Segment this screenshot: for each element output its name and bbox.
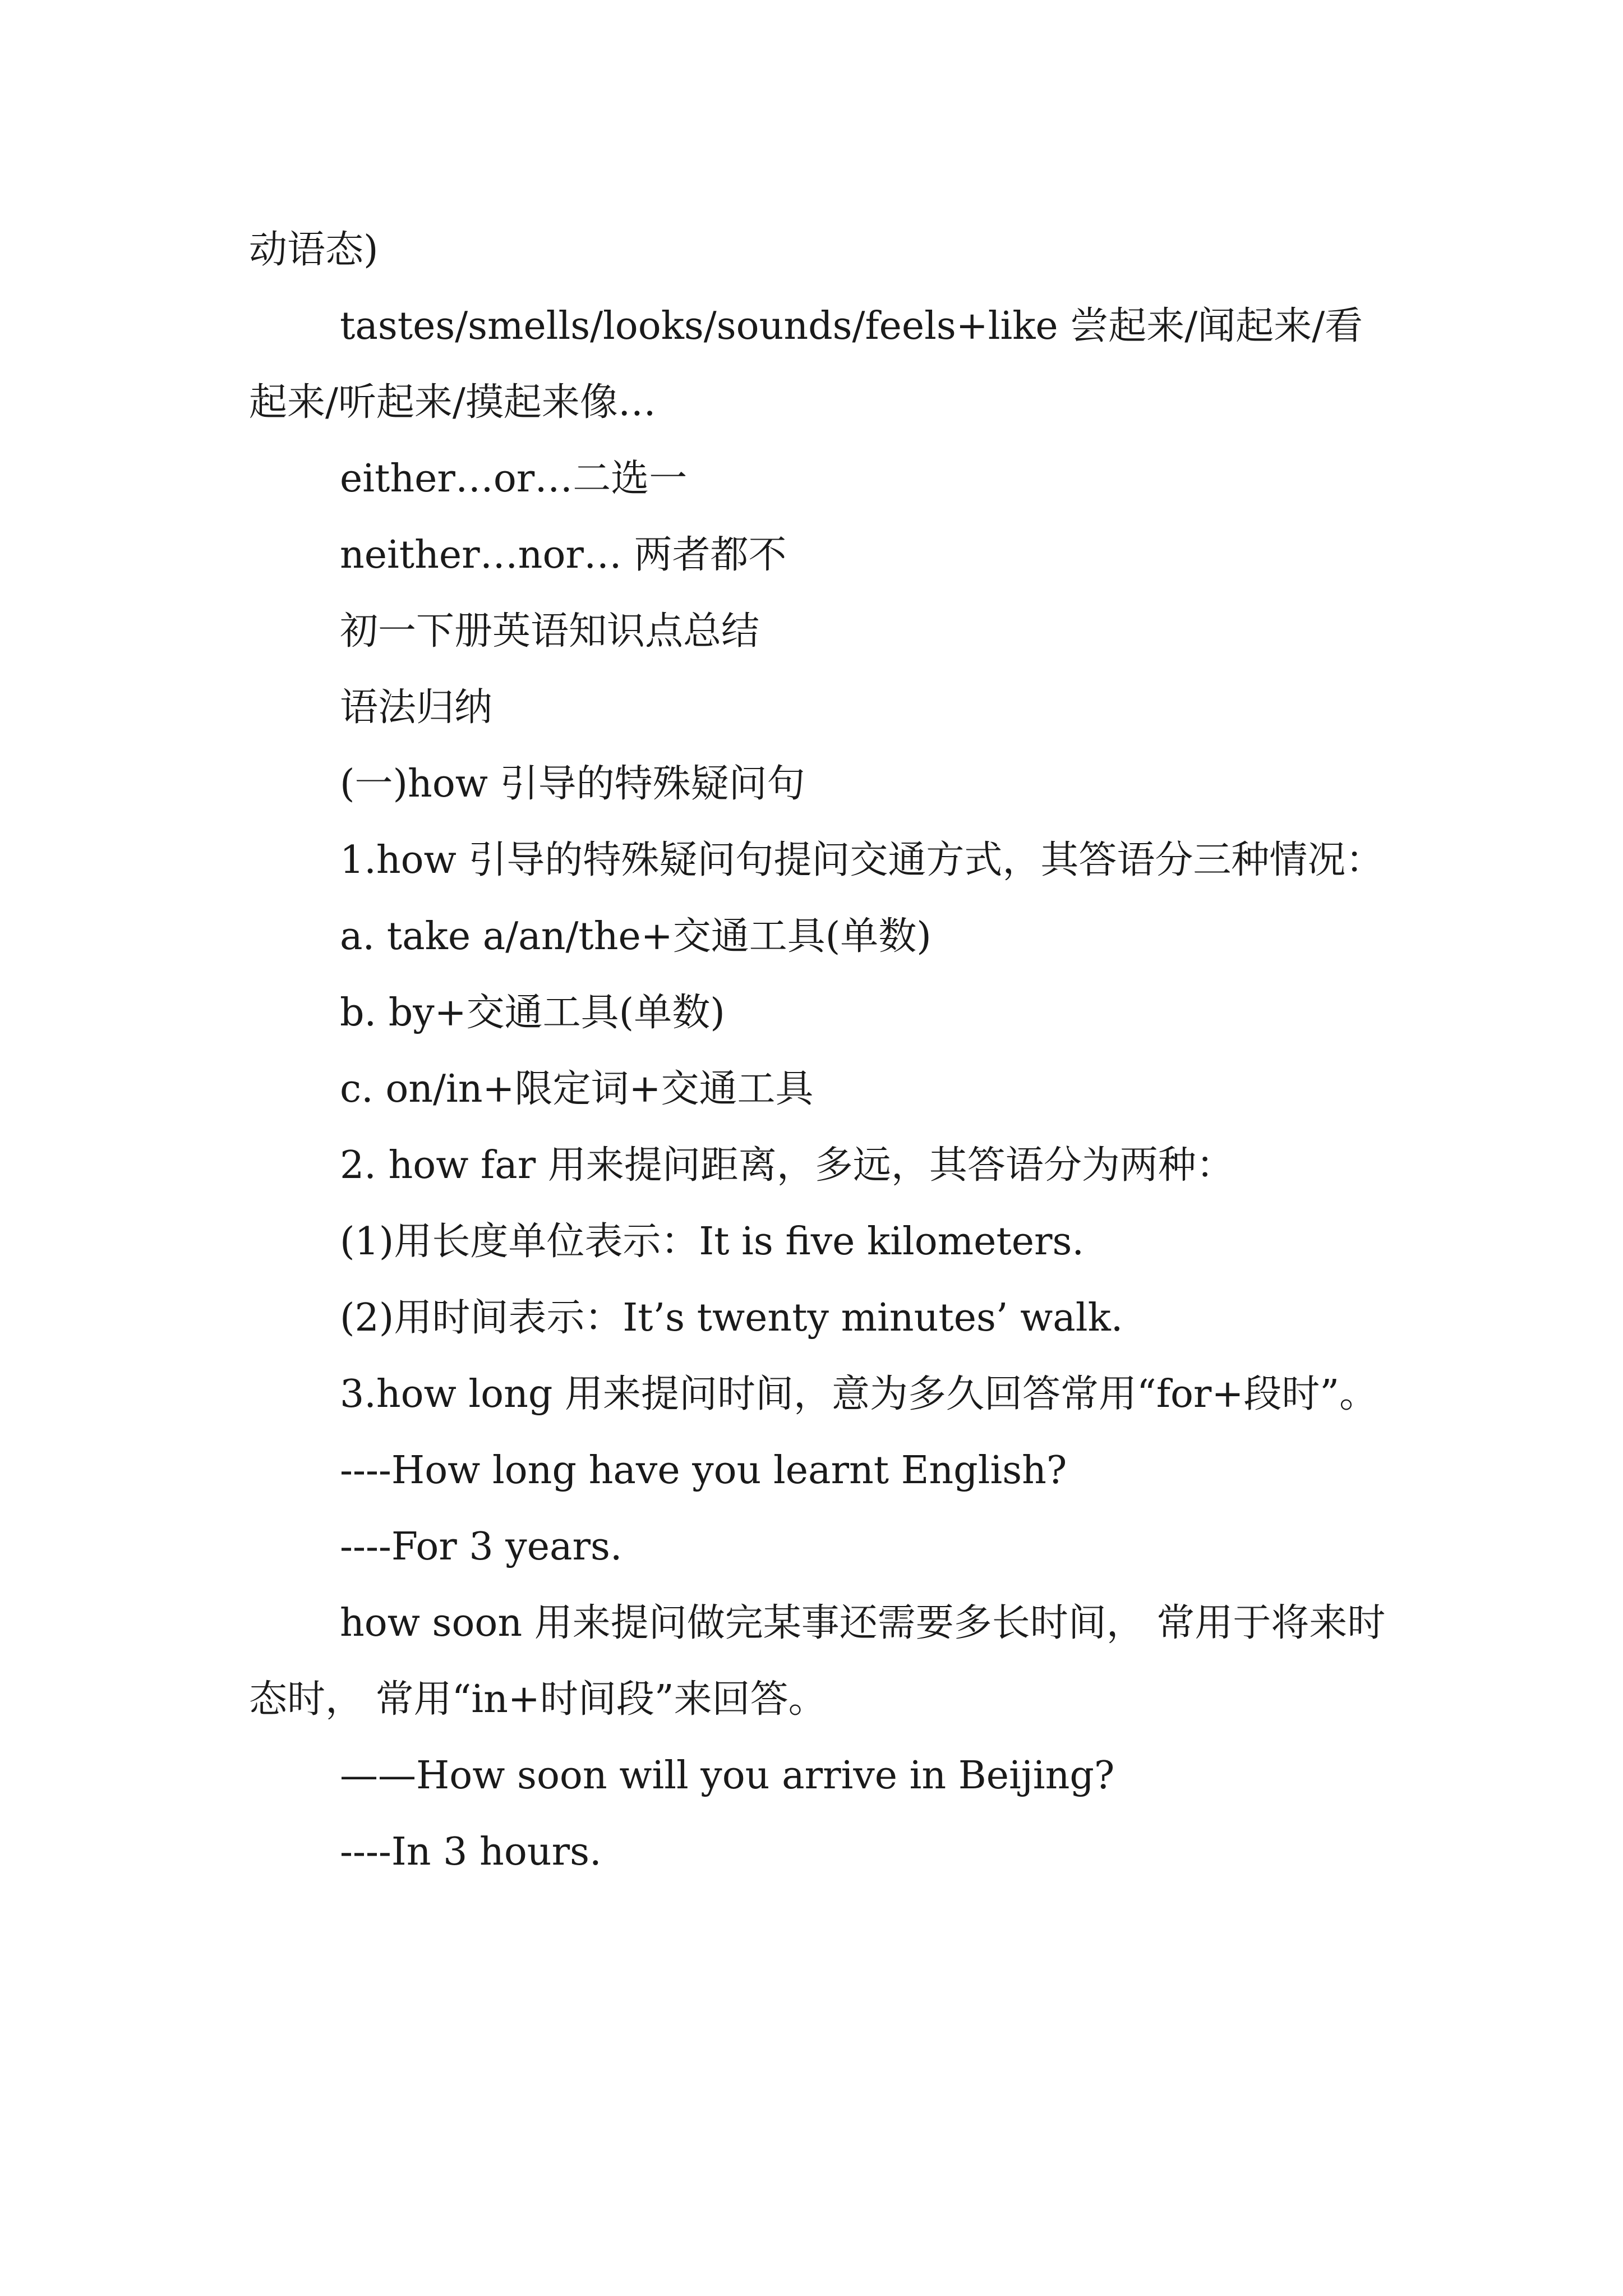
- section-heading: 初一下册英语知识点总结: [340, 609, 760, 654]
- paragraph-neither-nor: neither…nor… 两者都不: [340, 533, 787, 577]
- subsection-heading: 语法归纳: [340, 685, 493, 730]
- document-body: [249, 212, 1387, 1890]
- list-item-a: a. take a/an/the+交通工具(单数): [340, 914, 932, 959]
- paragraph-how-soon: how soon 用来提问做完某事还需要多长时间， 常用于将来时态时， 常用“in+时间段”来回答。: [249, 1601, 1386, 1722]
- paragraph-either-or: either…or…二选一: [340, 457, 688, 501]
- paragraph-how-long: 3.how long 用来提问时间，意为多久回答常用“for+段时”。: [340, 1372, 1378, 1416]
- paragraph-how-transport: 1.how 引导的特殊疑问句提问交通方式，其答语分三种情况：: [340, 838, 1384, 882]
- topic-heading-how: (一)how 引导的特殊疑问句: [340, 762, 805, 806]
- list-item-c: c. on/in+限定词+交通工具: [340, 1067, 814, 1111]
- dialog-answer-how-long: ----For 3 years.: [340, 1525, 623, 1569]
- dialog-question-how-long: ----How long have you learnt English?: [340, 1448, 1067, 1493]
- paragraph-continuation: 动语态): [249, 228, 379, 272]
- dialog-question-how-soon: ——How soon will you arrive in Beijing?: [340, 1754, 1115, 1798]
- dialog-answer-how-soon: ----In 3 hours.: [340, 1830, 602, 1874]
- list-item-b: b. by+交通工具(单数): [340, 991, 725, 1035]
- example-time: (2)用时间表示：It’s twenty minutes’ walk.: [340, 1296, 1123, 1340]
- paragraph-sense-verbs: tastes/smells/looks/sounds/feels+like 尝起来/闻起来/看起来/听起来/摸起来像…: [249, 304, 1363, 425]
- paragraph-how-far: 2. how far 用来提问距离，多远，其答语分为两种：: [340, 1143, 1234, 1188]
- example-length-unit: (1)用长度单位表示：It is five kilometers.: [340, 1220, 1084, 1264]
